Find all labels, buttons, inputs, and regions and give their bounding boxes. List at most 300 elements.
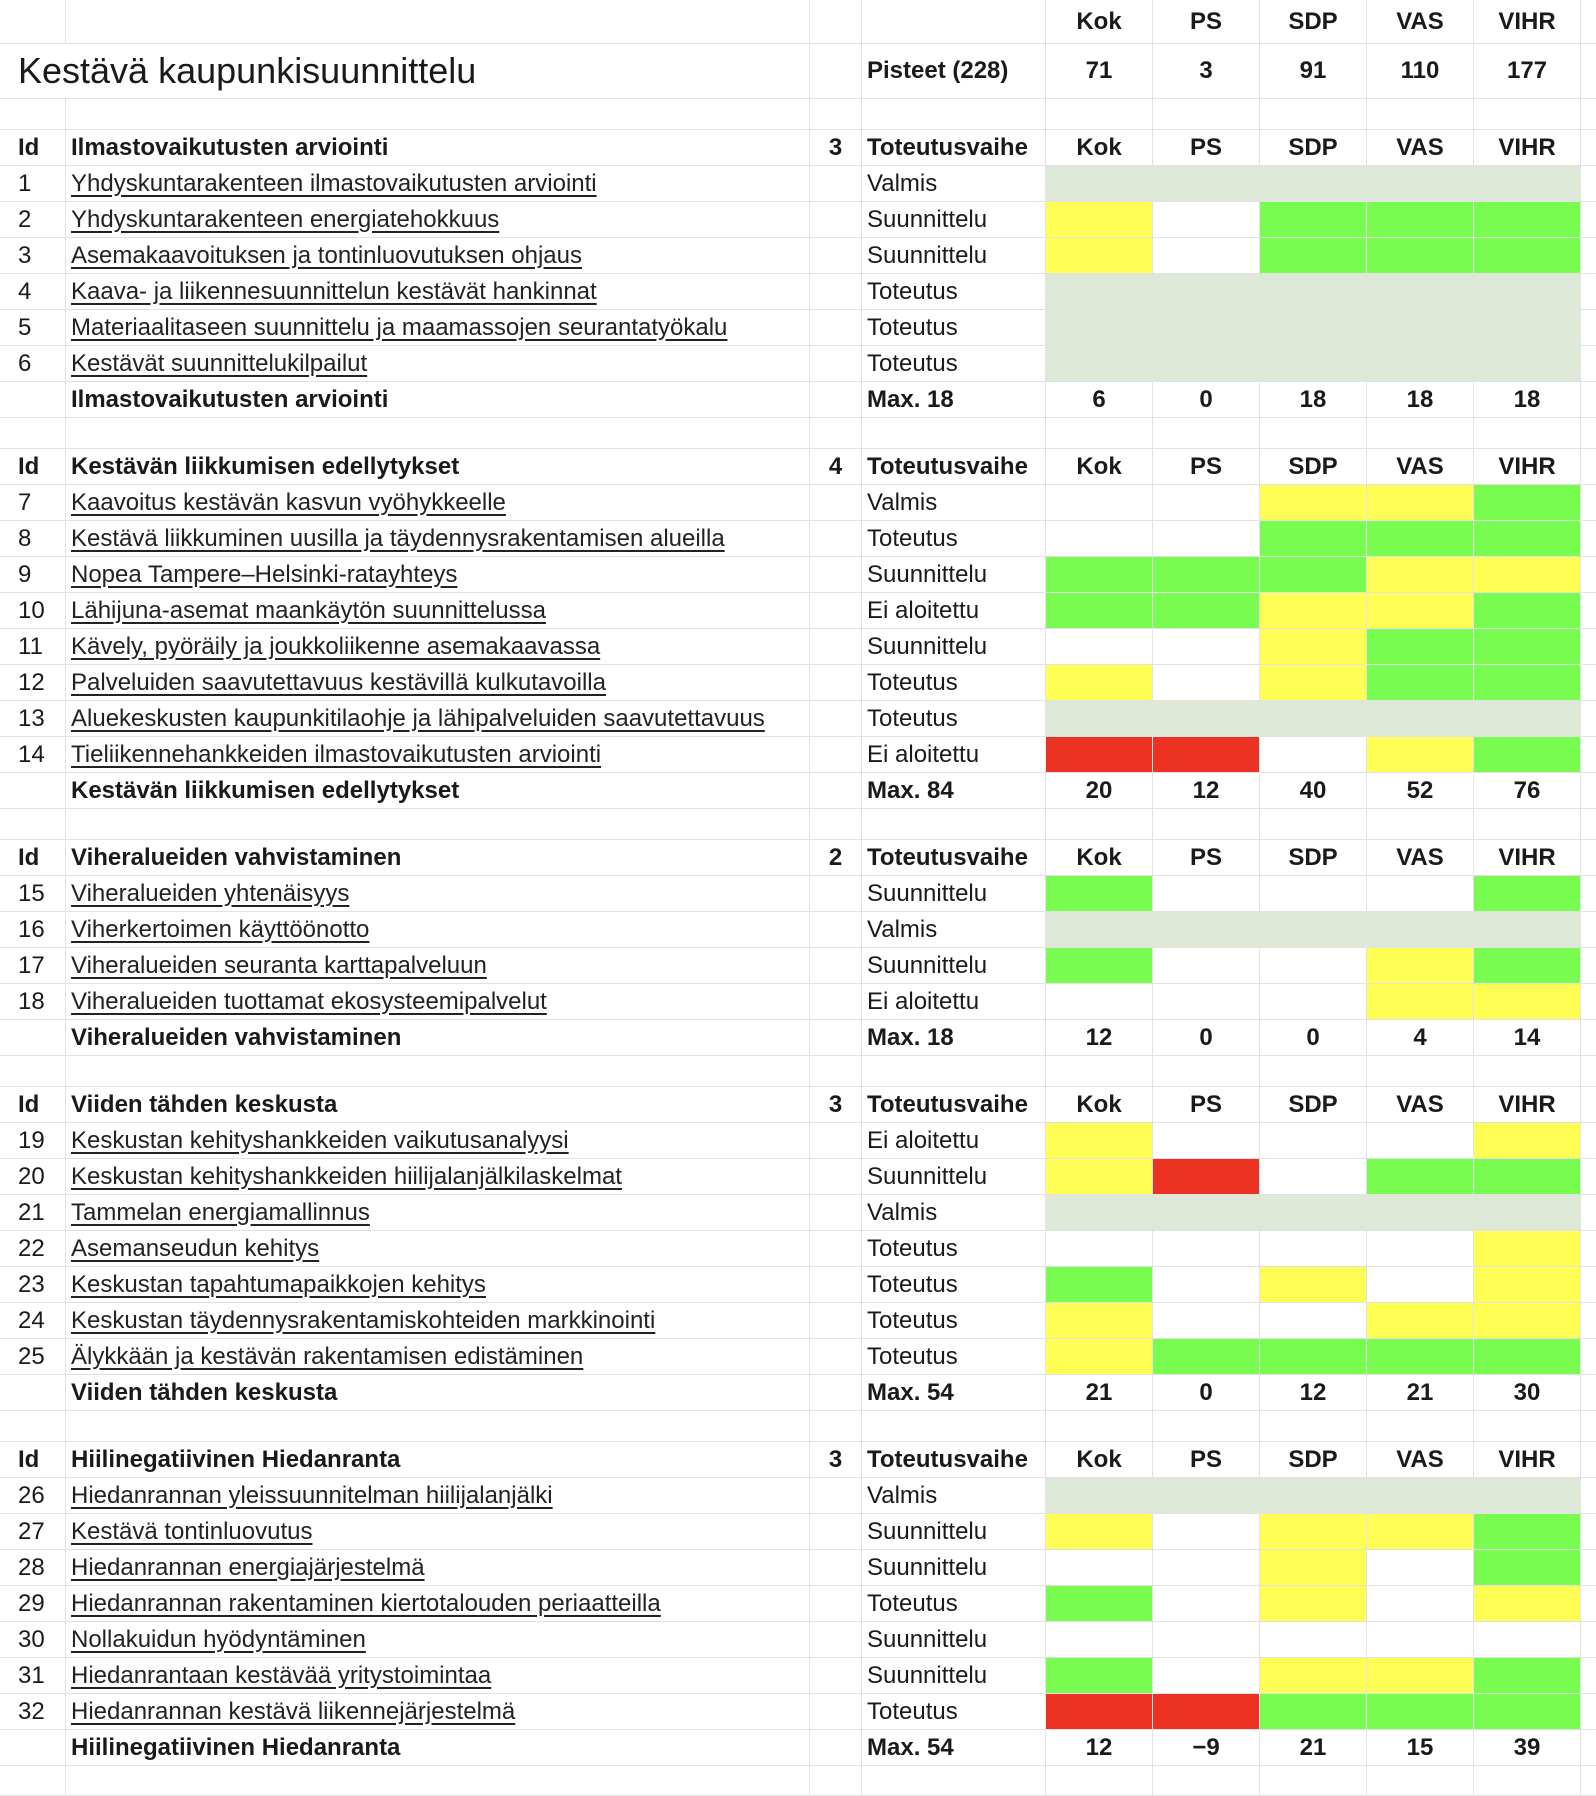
empty-cell[interactable] xyxy=(1581,1766,1596,1796)
task-link[interactable]: Keskustan tapahtumapaikkojen kehitys xyxy=(71,1270,486,1298)
task-id[interactable]: 32 xyxy=(0,1694,66,1730)
task-phase[interactable]: Toteutus xyxy=(862,1267,1046,1303)
status-cell[interactable] xyxy=(1474,876,1581,912)
task-link[interactable]: Keskustan täydennysrakentamiskohteiden markkinointi xyxy=(71,1306,656,1334)
empty-cell[interactable] xyxy=(1153,418,1260,449)
status-cell[interactable] xyxy=(1153,1622,1260,1658)
status-cell[interactable] xyxy=(1260,202,1367,238)
task-link[interactable]: Kävely, pyöräily ja joukkoliikenne asemakaavassa xyxy=(71,632,601,660)
empty-cell[interactable] xyxy=(1474,418,1581,449)
task-id[interactable]: 13 xyxy=(0,701,66,737)
status-cell[interactable] xyxy=(1474,1514,1581,1550)
empty-cell[interactable] xyxy=(1581,1231,1596,1267)
task-id[interactable]: 25 xyxy=(0,1339,66,1375)
section-score[interactable]: 52 xyxy=(1367,773,1474,809)
task-link[interactable]: Hiedanrantaan kestävää yritystoimintaa xyxy=(71,1661,492,1689)
party-header[interactable]: VAS xyxy=(1367,1087,1474,1123)
section-title[interactable]: Viiden tähden keskusta xyxy=(66,1087,810,1123)
task-id[interactable]: 31 xyxy=(0,1658,66,1694)
empty-cell[interactable] xyxy=(1581,418,1596,449)
task-link[interactable]: Hiedanrannan kestävä liikennejärjestelmä xyxy=(71,1697,516,1725)
status-cell[interactable] xyxy=(1367,1514,1474,1550)
empty-cell[interactable] xyxy=(0,1056,66,1087)
status-cell[interactable] xyxy=(1046,1694,1153,1730)
merged-status-cell[interactable] xyxy=(1046,346,1581,382)
task-link[interactable]: Nollakuidun hyödyntäminen xyxy=(71,1625,366,1653)
empty-cell[interactable] xyxy=(810,1159,862,1195)
empty-cell[interactable] xyxy=(810,99,862,130)
empty-cell[interactable] xyxy=(1260,1766,1367,1796)
section-score[interactable]: 14 xyxy=(1474,1020,1581,1056)
empty-cell[interactable] xyxy=(1581,1020,1596,1056)
party-header[interactable]: VAS xyxy=(1367,1442,1474,1478)
phase-header[interactable]: Toteutusvaihe xyxy=(862,1087,1046,1123)
empty-cell[interactable] xyxy=(0,418,66,449)
empty-cell[interactable] xyxy=(1581,202,1596,238)
task-link[interactable]: Hiedanrannan energiajärjestelmä xyxy=(71,1553,425,1581)
task-link[interactable]: Kestävät suunnittelukilpailut xyxy=(71,349,368,377)
task-id[interactable]: 9 xyxy=(0,557,66,593)
empty-cell[interactable] xyxy=(1581,773,1596,809)
status-cell[interactable] xyxy=(1046,948,1153,984)
task-id[interactable]: 23 xyxy=(0,1267,66,1303)
task-name[interactable] xyxy=(66,1339,810,1375)
task-link[interactable]: Kestävä tontinluovutus xyxy=(71,1517,313,1545)
status-cell[interactable] xyxy=(1046,1267,1153,1303)
task-name[interactable] xyxy=(66,1622,810,1658)
total-points[interactable]: 71 xyxy=(1046,44,1153,99)
task-id[interactable]: 27 xyxy=(0,1514,66,1550)
status-cell[interactable] xyxy=(1153,202,1260,238)
task-link[interactable]: Kaavoitus kestävän kasvun vyöhykkeelle xyxy=(71,488,506,516)
status-cell[interactable] xyxy=(1046,1658,1153,1694)
empty-cell[interactable] xyxy=(1046,809,1153,840)
empty-cell[interactable] xyxy=(1153,1056,1260,1087)
empty-cell[interactable] xyxy=(810,1375,862,1411)
empty-cell[interactable] xyxy=(1581,1195,1596,1231)
status-cell[interactable] xyxy=(1260,1586,1367,1622)
empty-cell[interactable] xyxy=(810,912,862,948)
task-phase[interactable]: Ei aloitettu xyxy=(862,737,1046,773)
section-weight[interactable]: 3 xyxy=(810,130,862,166)
empty-cell[interactable] xyxy=(810,1020,862,1056)
status-cell[interactable] xyxy=(1367,1159,1474,1195)
empty-cell[interactable] xyxy=(810,1267,862,1303)
status-cell[interactable] xyxy=(1046,1159,1153,1195)
task-id[interactable]: 20 xyxy=(0,1159,66,1195)
party-header[interactable]: SDP xyxy=(1260,130,1367,166)
status-cell[interactable] xyxy=(1046,984,1153,1020)
party-header[interactable]: VAS xyxy=(1367,130,1474,166)
section-max[interactable]: Max. 18 xyxy=(862,1020,1046,1056)
empty-cell[interactable] xyxy=(810,166,862,202)
empty-cell[interactable] xyxy=(862,809,1046,840)
task-phase[interactable]: Suunnittelu xyxy=(862,238,1046,274)
task-name[interactable] xyxy=(66,557,810,593)
empty-cell[interactable] xyxy=(66,418,810,449)
task-name[interactable] xyxy=(66,737,810,773)
status-cell[interactable] xyxy=(1260,629,1367,665)
status-cell[interactable] xyxy=(1046,238,1153,274)
empty-cell[interactable] xyxy=(810,876,862,912)
task-phase[interactable]: Valmis xyxy=(862,166,1046,202)
task-link[interactable]: Viherkertoimen käyttöönotto xyxy=(71,915,370,943)
empty-cell[interactable] xyxy=(0,1730,66,1766)
status-cell[interactable] xyxy=(1046,1303,1153,1339)
status-cell[interactable] xyxy=(1474,948,1581,984)
status-cell[interactable] xyxy=(1367,1586,1474,1622)
section-score[interactable]: 4 xyxy=(1367,1020,1474,1056)
task-phase[interactable]: Toteutus xyxy=(862,521,1046,557)
status-cell[interactable] xyxy=(1046,876,1153,912)
task-id[interactable]: 8 xyxy=(0,521,66,557)
status-cell[interactable] xyxy=(1367,1658,1474,1694)
task-name[interactable] xyxy=(66,238,810,274)
merged-status-cell[interactable] xyxy=(1046,912,1581,948)
task-link[interactable]: Yhdyskuntarakenteen ilmastovaikutusten arviointi xyxy=(71,169,597,197)
empty-cell[interactable] xyxy=(0,1020,66,1056)
status-cell[interactable] xyxy=(1153,1586,1260,1622)
empty-cell[interactable] xyxy=(1367,809,1474,840)
empty-cell[interactable] xyxy=(1581,1730,1596,1766)
section-score[interactable]: 0 xyxy=(1153,382,1260,418)
status-cell[interactable] xyxy=(1367,1231,1474,1267)
empty-cell[interactable] xyxy=(1581,130,1596,166)
status-cell[interactable] xyxy=(1474,1586,1581,1622)
section-weight[interactable]: 4 xyxy=(810,449,862,485)
empty-cell[interactable] xyxy=(0,809,66,840)
phase-header[interactable]: Toteutusvaihe xyxy=(862,130,1046,166)
empty-cell[interactable] xyxy=(1581,99,1596,130)
section-score[interactable]: 18 xyxy=(1474,382,1581,418)
task-name[interactable] xyxy=(66,1550,810,1586)
empty-cell[interactable] xyxy=(810,948,862,984)
status-cell[interactable] xyxy=(1046,485,1153,521)
section-score[interactable]: 18 xyxy=(1260,382,1367,418)
empty-cell[interactable] xyxy=(810,418,862,449)
empty-cell[interactable] xyxy=(810,1195,862,1231)
phase-header[interactable]: Toteutusvaihe xyxy=(862,449,1046,485)
status-cell[interactable] xyxy=(1474,737,1581,773)
task-link[interactable]: Keskustan kehityshankkeiden hiilijalanjälkilaskelmat xyxy=(71,1162,622,1190)
empty-cell[interactable] xyxy=(1367,1056,1474,1087)
task-phase[interactable]: Suunnittelu xyxy=(862,1658,1046,1694)
empty-cell[interactable] xyxy=(1581,557,1596,593)
task-phase[interactable]: Toteutus xyxy=(862,274,1046,310)
empty-cell[interactable] xyxy=(66,0,810,44)
section-score[interactable]: 0 xyxy=(1260,1020,1367,1056)
id-header[interactable]: Id xyxy=(0,449,66,485)
status-cell[interactable] xyxy=(1153,1339,1260,1375)
empty-cell[interactable] xyxy=(1046,1411,1153,1442)
section-score[interactable]: 40 xyxy=(1260,773,1367,809)
empty-cell[interactable] xyxy=(1367,1766,1474,1796)
status-cell[interactable] xyxy=(1367,1267,1474,1303)
status-cell[interactable] xyxy=(1474,557,1581,593)
party-header[interactable]: Kok xyxy=(1046,130,1153,166)
task-id[interactable]: 22 xyxy=(0,1231,66,1267)
task-link[interactable]: Asemanseudun kehitys xyxy=(71,1234,320,1262)
empty-cell[interactable] xyxy=(810,1056,862,1087)
status-cell[interactable] xyxy=(1367,948,1474,984)
status-cell[interactable] xyxy=(1260,876,1367,912)
task-id[interactable]: 14 xyxy=(0,737,66,773)
section-weight[interactable]: 2 xyxy=(810,840,862,876)
empty-cell[interactable] xyxy=(1581,737,1596,773)
status-cell[interactable] xyxy=(1153,557,1260,593)
status-cell[interactable] xyxy=(1260,984,1367,1020)
party-header[interactable]: VAS xyxy=(1367,0,1474,44)
task-link[interactable]: Nopea Tampere–Helsinki-ratayhteys xyxy=(71,560,458,588)
empty-cell[interactable] xyxy=(1581,1267,1596,1303)
empty-cell[interactable] xyxy=(810,1730,862,1766)
party-header[interactable]: PS xyxy=(1153,840,1260,876)
status-cell[interactable] xyxy=(1153,629,1260,665)
status-cell[interactable] xyxy=(1367,1339,1474,1375)
empty-cell[interactable] xyxy=(1260,1411,1367,1442)
empty-cell[interactable] xyxy=(1581,593,1596,629)
task-name[interactable] xyxy=(66,984,810,1020)
party-header[interactable]: PS xyxy=(1153,1087,1260,1123)
empty-cell[interactable] xyxy=(1581,840,1596,876)
empty-cell[interactable] xyxy=(862,1411,1046,1442)
section-score[interactable]: 0 xyxy=(1153,1375,1260,1411)
section-score[interactable]: 12 xyxy=(1153,773,1260,809)
merged-status-cell[interactable] xyxy=(1046,701,1581,737)
status-cell[interactable] xyxy=(1153,1550,1260,1586)
empty-cell[interactable] xyxy=(1581,310,1596,346)
status-cell[interactable] xyxy=(1153,948,1260,984)
empty-cell[interactable] xyxy=(862,0,1046,44)
task-phase[interactable]: Suunnittelu xyxy=(862,557,1046,593)
status-cell[interactable] xyxy=(1153,1123,1260,1159)
section-total-label[interactable]: Ilmastovaikutusten arviointi xyxy=(66,382,810,418)
empty-cell[interactable] xyxy=(810,1411,862,1442)
empty-cell[interactable] xyxy=(862,418,1046,449)
status-cell[interactable] xyxy=(1260,485,1367,521)
empty-cell[interactable] xyxy=(1367,418,1474,449)
status-cell[interactable] xyxy=(1474,521,1581,557)
empty-cell[interactable] xyxy=(810,1550,862,1586)
empty-cell[interactable] xyxy=(1581,1303,1596,1339)
party-header[interactable]: VIHR xyxy=(1474,1087,1581,1123)
task-id[interactable]: 3 xyxy=(0,238,66,274)
empty-cell[interactable] xyxy=(810,1231,862,1267)
status-cell[interactable] xyxy=(1153,593,1260,629)
status-cell[interactable] xyxy=(1474,1267,1581,1303)
empty-cell[interactable] xyxy=(810,737,862,773)
status-cell[interactable] xyxy=(1474,485,1581,521)
status-cell[interactable] xyxy=(1046,1550,1153,1586)
task-name[interactable] xyxy=(66,1303,810,1339)
status-cell[interactable] xyxy=(1153,1267,1260,1303)
phase-header[interactable]: Toteutusvaihe xyxy=(862,1442,1046,1478)
empty-cell[interactable] xyxy=(1260,1056,1367,1087)
section-score[interactable]: 18 xyxy=(1367,382,1474,418)
status-cell[interactable] xyxy=(1260,521,1367,557)
id-header[interactable]: Id xyxy=(0,130,66,166)
id-header[interactable]: Id xyxy=(0,840,66,876)
status-cell[interactable] xyxy=(1153,1231,1260,1267)
task-name[interactable] xyxy=(66,912,810,948)
section-total-label[interactable]: Kestävän liikkumisen edellytykset xyxy=(66,773,810,809)
empty-cell[interactable] xyxy=(0,1375,66,1411)
phase-header[interactable]: Toteutusvaihe xyxy=(862,840,1046,876)
empty-cell[interactable] xyxy=(810,593,862,629)
total-points[interactable]: 110 xyxy=(1367,44,1474,99)
task-id[interactable]: 19 xyxy=(0,1123,66,1159)
status-cell[interactable] xyxy=(1153,238,1260,274)
task-link[interactable]: Hiedanrannan yleissuunnitelman hiilijalanjälki xyxy=(71,1481,553,1509)
points-label[interactable]: Pisteet (228) xyxy=(862,44,1046,99)
empty-cell[interactable] xyxy=(66,1766,810,1796)
task-id[interactable]: 21 xyxy=(0,1195,66,1231)
status-cell[interactable] xyxy=(1474,984,1581,1020)
empty-cell[interactable] xyxy=(810,485,862,521)
task-id[interactable]: 28 xyxy=(0,1550,66,1586)
empty-cell[interactable] xyxy=(1367,99,1474,130)
task-link[interactable]: Viheralueiden yhtenäisyys xyxy=(71,879,350,907)
task-link[interactable]: Asemakaavoituksen ja tontinluovutuksen ohjaus xyxy=(71,241,582,269)
status-cell[interactable] xyxy=(1367,1303,1474,1339)
status-cell[interactable] xyxy=(1046,629,1153,665)
section-score[interactable]: 12 xyxy=(1046,1020,1153,1056)
empty-cell[interactable] xyxy=(1581,1442,1596,1478)
section-score[interactable]: 21 xyxy=(1260,1730,1367,1766)
party-header[interactable]: SDP xyxy=(1260,1087,1367,1123)
party-header[interactable]: Kok xyxy=(1046,0,1153,44)
task-phase[interactable]: Valmis xyxy=(862,485,1046,521)
status-cell[interactable] xyxy=(1260,557,1367,593)
status-cell[interactable] xyxy=(1474,1658,1581,1694)
status-cell[interactable] xyxy=(1367,984,1474,1020)
section-weight[interactable]: 3 xyxy=(810,1087,862,1123)
empty-cell[interactable] xyxy=(810,0,862,44)
total-points[interactable]: 91 xyxy=(1260,44,1367,99)
task-phase[interactable]: Toteutus xyxy=(862,1339,1046,1375)
empty-cell[interactable] xyxy=(810,202,862,238)
status-cell[interactable] xyxy=(1367,876,1474,912)
task-link[interactable]: Hiedanrannan rakentaminen kiertotalouden periaatteilla xyxy=(71,1589,661,1617)
empty-cell[interactable] xyxy=(810,984,862,1020)
task-name[interactable] xyxy=(66,593,810,629)
status-cell[interactable] xyxy=(1474,1231,1581,1267)
section-max[interactable]: Max. 84 xyxy=(862,773,1046,809)
empty-cell[interactable] xyxy=(810,701,862,737)
task-id[interactable]: 4 xyxy=(0,274,66,310)
party-header[interactable]: VAS xyxy=(1367,840,1474,876)
party-header[interactable]: SDP xyxy=(1260,0,1367,44)
empty-cell[interactable] xyxy=(1581,665,1596,701)
empty-cell[interactable] xyxy=(1260,809,1367,840)
section-max[interactable]: Max. 54 xyxy=(862,1730,1046,1766)
empty-cell[interactable] xyxy=(1581,1375,1596,1411)
empty-cell[interactable] xyxy=(1581,701,1596,737)
section-weight[interactable]: 3 xyxy=(810,1442,862,1478)
status-cell[interactable] xyxy=(1046,1622,1153,1658)
empty-cell[interactable] xyxy=(810,1303,862,1339)
empty-cell[interactable] xyxy=(810,44,862,99)
empty-cell[interactable] xyxy=(1260,99,1367,130)
party-header[interactable]: PS xyxy=(1153,130,1260,166)
party-header[interactable]: PS xyxy=(1153,449,1260,485)
empty-cell[interactable] xyxy=(1581,1411,1596,1442)
empty-cell[interactable] xyxy=(1474,809,1581,840)
status-cell[interactable] xyxy=(1046,1123,1153,1159)
empty-cell[interactable] xyxy=(0,1411,66,1442)
task-id[interactable]: 11 xyxy=(0,629,66,665)
section-total-label[interactable]: Viiden tähden keskusta xyxy=(66,1375,810,1411)
task-link[interactable]: Tammelan energiamallinnus xyxy=(71,1198,370,1226)
task-id[interactable]: 10 xyxy=(0,593,66,629)
empty-cell[interactable] xyxy=(1474,1411,1581,1442)
status-cell[interactable] xyxy=(1474,1159,1581,1195)
party-header[interactable]: SDP xyxy=(1260,449,1367,485)
empty-cell[interactable] xyxy=(0,382,66,418)
task-phase[interactable]: Ei aloitettu xyxy=(862,593,1046,629)
empty-cell[interactable] xyxy=(1581,346,1596,382)
status-cell[interactable] xyxy=(1153,1303,1260,1339)
task-link[interactable]: Materiaalitaseen suunnittelu ja maamassojen seurantatyökalu xyxy=(71,313,728,341)
section-title[interactable]: Hiilinegatiivinen Hiedanranta xyxy=(66,1442,810,1478)
task-phase[interactable]: Suunnittelu xyxy=(862,1550,1046,1586)
status-cell[interactable] xyxy=(1260,1694,1367,1730)
task-link[interactable]: Kestävä liikkuminen uusilla ja täydennysrakentamisen alueilla xyxy=(71,524,725,552)
status-cell[interactable] xyxy=(1474,1694,1581,1730)
status-cell[interactable] xyxy=(1046,1231,1153,1267)
task-phase[interactable]: Suunnittelu xyxy=(862,1622,1046,1658)
status-cell[interactable] xyxy=(1367,238,1474,274)
section-score[interactable]: 6 xyxy=(1046,382,1153,418)
task-name[interactable] xyxy=(66,521,810,557)
task-phase[interactable]: Toteutus xyxy=(862,1586,1046,1622)
status-cell[interactable] xyxy=(1153,1658,1260,1694)
status-cell[interactable] xyxy=(1260,665,1367,701)
task-link[interactable]: Tieliikennehankkeiden ilmastovaikutusten arviointi xyxy=(71,740,602,768)
empty-cell[interactable] xyxy=(1153,809,1260,840)
empty-cell[interactable] xyxy=(810,1123,862,1159)
status-cell[interactable] xyxy=(1153,1159,1260,1195)
task-link[interactable]: Lähijuna-asemat maankäytön suunnittelussa xyxy=(71,596,546,624)
task-link[interactable]: Keskustan kehityshankkeiden vaikutusanalyysi xyxy=(71,1126,569,1154)
task-id[interactable]: 6 xyxy=(0,346,66,382)
task-phase[interactable]: Suunnittelu xyxy=(862,202,1046,238)
empty-cell[interactable] xyxy=(1581,1658,1596,1694)
task-id[interactable]: 1 xyxy=(0,166,66,202)
party-header[interactable]: VAS xyxy=(1367,449,1474,485)
task-phase[interactable]: Toteutus xyxy=(862,310,1046,346)
task-name[interactable] xyxy=(66,665,810,701)
empty-cell[interactable] xyxy=(1581,876,1596,912)
status-cell[interactable] xyxy=(1367,1694,1474,1730)
section-max[interactable]: Max. 18 xyxy=(862,382,1046,418)
empty-cell[interactable] xyxy=(1581,809,1596,840)
status-cell[interactable] xyxy=(1260,948,1367,984)
task-link[interactable]: Viheralueiden seuranta karttapalveluun xyxy=(71,951,487,979)
task-name[interactable] xyxy=(66,1586,810,1622)
task-phase[interactable]: Ei aloitettu xyxy=(862,984,1046,1020)
status-cell[interactable] xyxy=(1260,1339,1367,1375)
task-phase[interactable]: Toteutus xyxy=(862,1231,1046,1267)
section-score[interactable]: 21 xyxy=(1367,1375,1474,1411)
section-score[interactable]: 76 xyxy=(1474,773,1581,809)
section-total-label[interactable]: Hiilinegatiivinen Hiedanranta xyxy=(66,1730,810,1766)
section-title[interactable]: Viheralueiden vahvistaminen xyxy=(66,840,810,876)
status-cell[interactable] xyxy=(1046,521,1153,557)
party-header[interactable]: PS xyxy=(1153,1442,1260,1478)
task-link[interactable]: Aluekeskusten kaupunkitilaohje ja lähipalveluiden saavutettavuus xyxy=(71,704,765,732)
task-phase[interactable]: Suunnittelu xyxy=(862,876,1046,912)
